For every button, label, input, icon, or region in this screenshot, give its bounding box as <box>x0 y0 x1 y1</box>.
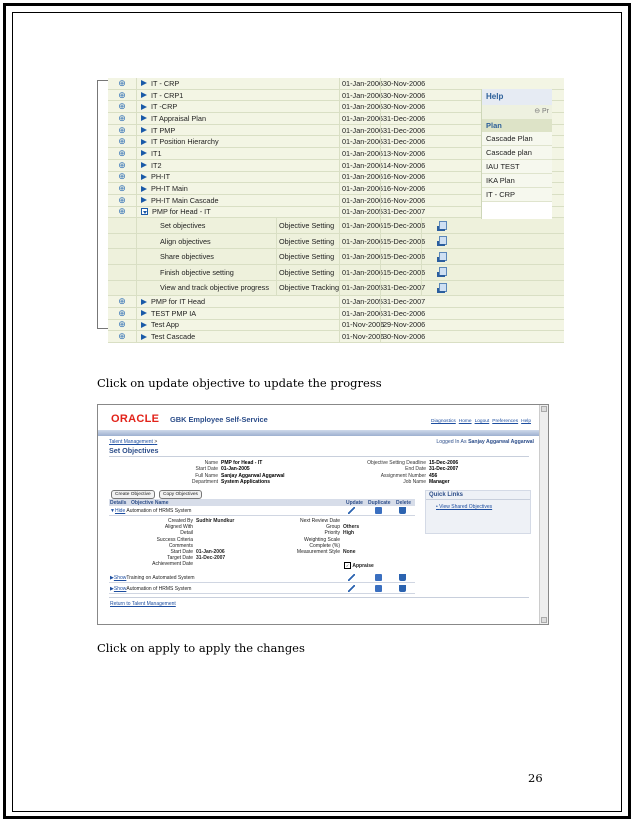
expand-triangle-icon[interactable] <box>141 104 147 110</box>
col-update: Update <box>346 500 363 506</box>
objective-name: Training on Automated System <box>126 575 195 581</box>
plan-name-cell[interactable] <box>137 331 296 342</box>
objective-name: Automation of HRMS System <box>126 586 192 592</box>
expand-cell <box>108 148 137 159</box>
end-date: 31-Dec-2006 <box>380 113 424 124</box>
expand-cell <box>108 113 137 124</box>
header-bar <box>98 430 539 436</box>
start-date: 01-Jan-2005 <box>339 207 383 218</box>
expand-cell <box>108 234 137 249</box>
detail-field <box>241 537 343 543</box>
delete-trash-icon[interactable] <box>399 574 406 581</box>
end-date: 16-Nov-2006 <box>380 183 424 194</box>
expand-triangle-icon[interactable] <box>141 186 147 192</box>
update-pencil-icon[interactable] <box>348 507 355 514</box>
view-shared-objectives-link[interactable]: • View Shared Objectives <box>436 504 493 510</box>
global-link-home[interactable]: Home <box>458 419 472 424</box>
start-date: 01-Jan-2006 <box>339 148 383 159</box>
detail-field <box>241 518 343 524</box>
oracle-logo: ORACLE <box>111 413 160 425</box>
detail-label: Measurement Style <box>296 549 340 555</box>
expand-cell <box>108 172 137 183</box>
set-objectives-screenshot <box>97 404 549 625</box>
start-date: 01-Jan-2006 <box>339 125 383 136</box>
detail-label: Priority <box>324 530 340 537</box>
appraise-label: Appraise <box>352 562 374 569</box>
update-task-icon[interactable] <box>437 236 447 246</box>
header-field <box>353 466 458 472</box>
header-field <box>168 479 270 485</box>
update-task-icon[interactable] <box>437 221 447 231</box>
plan-name-cell[interactable] <box>137 172 296 183</box>
expand-cell <box>108 331 137 342</box>
expand-cell <box>108 281 137 296</box>
footer-divider <box>109 597 529 598</box>
expand-cell <box>108 183 137 194</box>
focus-plus-icon[interactable]: ⊕ <box>118 171 126 182</box>
detail-label: Group <box>326 524 340 531</box>
detail-field <box>241 549 356 555</box>
global-links <box>428 419 531 424</box>
detail-label: Target Date <box>167 555 193 562</box>
caption-update-objective: Click on update objective to update the progress <box>97 376 382 390</box>
breadcrumb[interactable]: Talent Management > <box>109 439 158 445</box>
plan-row <box>108 308 564 320</box>
tracking-stage: Objective Setting <box>276 265 349 280</box>
expand-triangle-icon[interactable] <box>141 80 147 86</box>
help-plan-item[interactable]: IAU TEST <box>482 160 552 174</box>
expand-triangle-icon[interactable] <box>141 150 147 156</box>
detail-value: Others <box>343 524 360 531</box>
plan-name-cell[interactable] <box>137 78 296 89</box>
page-title: Set Objectives <box>109 446 159 455</box>
tracking-stage: Objective Tracking <box>276 281 349 296</box>
plan-name: PMP for Head - IT <box>152 207 211 217</box>
duplicate-icon[interactable] <box>375 585 382 592</box>
focus-plus-icon[interactable]: ⊕ <box>118 124 126 135</box>
expand-triangle-icon[interactable] <box>141 115 147 121</box>
plan-name: Finish objective setting <box>160 267 234 277</box>
update-task-icon[interactable] <box>437 283 447 293</box>
duplicate-icon[interactable] <box>375 574 382 581</box>
field-value: PMP for Head - IT <box>221 460 263 466</box>
plan-name-cell[interactable] <box>137 308 296 319</box>
detail-field <box>98 524 196 530</box>
plan-name: PH-IT Main <box>151 184 188 194</box>
expand-triangle-icon[interactable] <box>141 92 147 98</box>
end-date: 15-Dec-2006 <box>380 249 424 264</box>
plan-name-cell[interactable] <box>137 125 296 136</box>
expand-cell <box>108 195 137 206</box>
plan-name: IT -CRP <box>151 102 178 112</box>
detail-label: Start Date <box>170 549 193 555</box>
detail-field <box>241 524 359 530</box>
detail-field <box>98 549 225 555</box>
end-date: 15-Dec-2006 <box>380 218 424 233</box>
tracking-stage: Objective Setting <box>276 249 349 264</box>
app-header <box>98 405 539 430</box>
caption-apply-changes: Click on apply to apply the changes <box>97 641 305 655</box>
expand-cell <box>108 207 137 218</box>
plan-name-cell[interactable] <box>137 113 296 124</box>
focus-plus-icon[interactable]: ⊕ <box>118 147 126 158</box>
end-date: 31-Dec-2007 <box>380 296 424 307</box>
help-plan-header: Plan <box>482 119 552 132</box>
scroll-down-icon[interactable] <box>541 617 547 623</box>
plan-name: Test Cascade <box>151 332 196 342</box>
detail-field <box>98 537 196 543</box>
expand-icon[interactable]: ▶ <box>110 586 114 592</box>
start-date: 01-Jan-2006 <box>339 308 383 319</box>
detail-label: Achievement Date <box>152 561 193 568</box>
start-date: 01-Jan-2006 <box>339 195 383 206</box>
field-label: Objective Setting Deadline <box>367 460 426 466</box>
end-date: 31-Dec-2007 <box>380 281 424 296</box>
plan-name: IT Appraisal Plan <box>151 113 207 123</box>
start-date: 01-Jan-2006 <box>339 90 383 101</box>
end-date: 16-Nov-2006 <box>380 195 424 206</box>
plan-name-cell[interactable] <box>137 296 296 307</box>
plan-name: Test App <box>151 320 179 330</box>
detail-value: 01-Jan-2006 <box>196 549 225 555</box>
start-date: 01-Nov-2006 <box>339 320 383 331</box>
update-pencil-icon[interactable] <box>348 585 355 592</box>
expand-cell <box>108 101 137 112</box>
start-date: 01-Jan-2006 <box>339 234 383 249</box>
focus-plus-icon[interactable]: ⊕ <box>118 307 126 318</box>
global-link-logout[interactable]: Logout <box>474 419 490 424</box>
update-task-icon[interactable] <box>437 267 447 277</box>
end-date: 31-Dec-2007 <box>380 207 424 218</box>
expand-cell <box>108 249 137 264</box>
expand-cell <box>108 160 137 171</box>
update-task-icon[interactable] <box>437 252 447 262</box>
update-action-cell <box>421 249 462 264</box>
tracking-stage: Objective Setting <box>276 218 349 233</box>
end-date: 31-Dec-2006 <box>380 136 424 147</box>
start-date: 01-Jan-2006 <box>339 172 383 183</box>
expand-cell <box>108 265 137 280</box>
focus-plus-icon[interactable]: ⊕ <box>118 101 126 112</box>
objective-row <box>109 584 415 594</box>
start-date: 01-Jan-2005 <box>339 296 383 307</box>
focus-plus-icon[interactable]: ⊕ <box>118 319 126 330</box>
expand-cell <box>108 218 137 233</box>
detail-value: High <box>343 530 355 537</box>
plan-name: IT - CRP1 <box>151 90 184 100</box>
plan-name: IT - CRP <box>151 78 180 88</box>
expand-triangle-icon[interactable] <box>141 127 147 133</box>
focus-plus-icon[interactable]: ⊕ <box>118 296 126 307</box>
end-date: 13-Nov-2006 <box>380 148 424 159</box>
start-date: 01-Jan-2006 <box>339 136 383 147</box>
header-field <box>353 460 458 466</box>
end-date: 14-Nov-2006 <box>380 160 424 171</box>
field-label: Assignment Number <box>380 472 426 479</box>
field-value: 15-Dec-2006 <box>429 460 459 466</box>
expand-cell <box>108 308 137 319</box>
plan-row <box>108 296 564 308</box>
delete-trash-icon[interactable] <box>399 585 406 592</box>
detail-field <box>241 530 354 536</box>
start-date: 01-Jan-2006 <box>339 113 383 124</box>
header-field <box>168 473 285 479</box>
plan-name-cell[interactable] <box>137 207 296 218</box>
start-date: 01-Jan-2006 <box>339 78 383 89</box>
field-value: Sanjay Aggarwal Aggarwal <box>221 472 285 479</box>
delete-trash-icon[interactable] <box>399 507 406 514</box>
hide-link[interactable]: Hide <box>114 508 126 514</box>
end-date: 15-Dec-2006 <box>380 234 424 249</box>
global-link-help[interactable]: Help <box>521 419 531 424</box>
plan-name: PH-IT Main Cascade <box>151 195 219 205</box>
expand-triangle-icon[interactable] <box>141 162 147 168</box>
help-pr-link[interactable]: ⊖ Pr <box>482 105 552 119</box>
focus-plus-icon[interactable]: ⊕ <box>118 159 126 170</box>
plan-name: IT2 <box>151 160 162 170</box>
expand-triangle-icon[interactable] <box>141 310 147 316</box>
expand-icon[interactable]: ▶ <box>110 575 114 581</box>
start-date: 01-Jan-2006 <box>339 183 383 194</box>
logged-in-info: Logged In As Sanjay Aggarwal Aggarwal <box>436 439 534 445</box>
field-label: End Date <box>405 466 426 473</box>
show-link[interactable]: Show <box>113 575 127 581</box>
create-objective-button[interactable]: Create Objective <box>111 490 155 499</box>
objective-row <box>109 506 415 516</box>
tracking-stage: Objective Setting <box>276 234 349 249</box>
end-date: 30-Nov-2006 <box>380 101 424 112</box>
update-action-cell <box>421 281 462 296</box>
start-date: 01-Jan-2006 <box>339 218 383 233</box>
plan-name-cell[interactable] <box>137 148 296 159</box>
plan-name-cell[interactable] <box>137 195 296 206</box>
col-details: Details <box>110 500 127 506</box>
start-date: 01-Jan-2006 <box>339 160 383 171</box>
detail-value: None <box>343 549 356 555</box>
app-title: GBK Employee Self-Service <box>170 415 268 424</box>
help-panel <box>481 89 552 219</box>
detail-label: Aligned With <box>164 524 193 531</box>
plan-name-cell[interactable] <box>137 320 296 331</box>
expand-cell <box>108 125 137 136</box>
plan-name-cell[interactable] <box>137 136 296 147</box>
field-label: Full Name <box>195 472 218 479</box>
copy-objectives-button[interactable]: Copy Objectives <box>159 490 202 499</box>
plan-name: PH-IT <box>151 172 171 182</box>
show-link[interactable]: Show <box>113 586 127 592</box>
field-label: Department <box>191 478 218 485</box>
end-date: 30-Nov-2006 <box>380 331 424 342</box>
start-date: 01-Nov-2006 <box>339 331 383 342</box>
focus-plus-icon[interactable]: ⊕ <box>118 194 126 205</box>
global-link-preferences[interactable]: Preferences <box>492 419 519 424</box>
detail-field <box>98 543 196 549</box>
detail-label: Weighting Scale <box>303 536 340 543</box>
detail-label: Complete (%) <box>309 542 340 549</box>
objective-row <box>109 573 415 583</box>
field-value: 01-Jan-2005 <box>221 466 250 473</box>
field-value: 31-Dec-2007 <box>429 466 459 473</box>
header-field <box>353 479 450 485</box>
field-label: Job Name <box>403 478 426 485</box>
detail-field <box>98 530 196 536</box>
objective-step-row <box>108 281 564 297</box>
focus-plus-icon[interactable]: ⊕ <box>118 77 126 88</box>
plan-name-cell[interactable] <box>137 101 296 112</box>
end-date: 15-Dec-2006 <box>380 265 424 280</box>
detail-field <box>98 561 196 567</box>
end-date: 16-Nov-2006 <box>380 172 424 183</box>
update-action-cell <box>421 218 462 233</box>
start-date: 01-Jan-2006 <box>339 265 383 280</box>
detail-label: Next Review Date <box>299 518 340 524</box>
quick-links-panel <box>425 490 531 534</box>
detail-value: 31-Dec-2007 <box>196 555 226 562</box>
start-date: 01-Jan-2006 <box>339 101 383 112</box>
plan-name: IT Position Hierarchy <box>151 137 219 147</box>
detail-label: Created By <box>167 518 193 524</box>
plan-list-screenshot <box>97 77 551 342</box>
expand-cell <box>108 320 137 331</box>
help-plan-item[interactable]: IKA Plan <box>482 174 552 188</box>
expand-triangle-icon[interactable] <box>141 322 147 328</box>
title-divider <box>109 456 529 457</box>
collapse-icon[interactable]: ▼ <box>110 508 115 514</box>
field-value: 456 <box>429 472 438 479</box>
focus-plus-icon[interactable]: ⊕ <box>118 206 126 217</box>
header-field <box>168 466 250 472</box>
plan-name: View and track objective progress <box>160 283 269 293</box>
plan-name: IT PMP <box>151 125 176 135</box>
expand-cell <box>108 78 137 89</box>
field-value: Manager <box>429 478 450 485</box>
plan-name: Align objectives <box>160 236 211 246</box>
help-plan-item[interactable]: Cascade plan <box>482 146 552 160</box>
end-date: 31-Dec-2006 <box>380 125 424 136</box>
detail-label: Detail <box>180 530 193 537</box>
plan-name-cell[interactable] <box>137 160 296 171</box>
help-title: Help <box>482 89 552 105</box>
plan-name-cell[interactable] <box>137 183 296 194</box>
update-pencil-icon[interactable] <box>348 574 355 581</box>
header-field <box>168 460 262 466</box>
expand-triangle-icon[interactable] <box>141 197 147 203</box>
end-date: 30-Nov-2006 <box>380 78 424 89</box>
scrollbar[interactable] <box>539 405 548 624</box>
detail-value: Sudhir Mundkur <box>196 518 235 524</box>
col-objective-name: Objective Name <box>131 500 169 506</box>
quick-links-title: Quick Links <box>426 491 530 500</box>
duplicate-icon[interactable] <box>375 507 382 514</box>
end-date: 29-Nov-2006 <box>380 320 424 331</box>
plan-name-cell[interactable] <box>137 90 296 101</box>
objective-name: Automation of HRMS System <box>126 508 192 514</box>
update-action-cell <box>421 234 462 249</box>
expand-triangle-icon[interactable] <box>141 334 147 340</box>
help-plan-item[interactable]: IT - CRP <box>482 188 552 202</box>
expand-cell <box>108 90 137 101</box>
focus-plus-icon[interactable]: ⊕ <box>118 331 126 342</box>
help-plan-item[interactable]: Cascade Plan <box>482 132 552 146</box>
objective-step-row <box>108 249 564 265</box>
objectives-table-header <box>109 499 415 506</box>
col-duplicate: Duplicate <box>368 500 391 506</box>
plan-name: PMP for IT Head <box>151 297 206 307</box>
detail-field <box>98 555 225 561</box>
global-link-diagnostics[interactable]: Diagnostics <box>430 419 456 424</box>
appraise-checkbox[interactable]: ✓ Appraise <box>345 562 374 569</box>
objective-step-row <box>108 265 564 281</box>
start-date: 01-Jan-2005 <box>339 281 383 296</box>
expand-triangle-icon[interactable] <box>141 299 147 305</box>
col-delete: Delete <box>396 500 412 506</box>
header-field <box>353 473 437 479</box>
objective-step-row <box>108 218 564 234</box>
update-action-cell <box>421 265 462 280</box>
detail-label: Comments <box>168 542 193 549</box>
plan-row <box>108 78 564 90</box>
detail-label: Success Criteria <box>156 536 193 543</box>
expand-triangle-icon[interactable] <box>141 139 147 145</box>
plan-name: Set objectives <box>160 221 206 231</box>
detail-field <box>241 543 343 549</box>
end-date: 31-Dec-2006 <box>380 308 424 319</box>
field-value: System Applications <box>221 478 270 485</box>
plan-name: IT1 <box>151 148 162 158</box>
focus-plus-icon[interactable]: ⊕ <box>118 136 126 147</box>
scroll-up-icon[interactable] <box>541 406 547 412</box>
focus-plus-icon[interactable]: ⊕ <box>118 183 126 194</box>
end-date: 30-Nov-2006 <box>380 90 424 101</box>
plan-name: TEST PMP IA <box>151 308 197 318</box>
start-date: 01-Jan-2006 <box>339 249 383 264</box>
plan-row <box>108 331 564 343</box>
objective-step-row <box>108 234 564 250</box>
expand-cell <box>108 296 137 307</box>
focus-plus-icon[interactable]: ⊕ <box>118 112 126 123</box>
collapse-triangle-icon[interactable] <box>141 208 148 215</box>
plan-row <box>108 320 564 332</box>
plan-name: Share objectives <box>160 252 214 262</box>
focus-plus-icon[interactable]: ⊕ <box>118 89 126 100</box>
field-label: Start Date <box>195 466 218 473</box>
expand-triangle-icon[interactable] <box>141 174 147 180</box>
page-number: 26 <box>528 771 543 785</box>
return-link[interactable]: Return to Talent Management <box>110 601 176 607</box>
field-label: Name <box>204 460 218 466</box>
expand-cell <box>108 136 137 147</box>
detail-field <box>98 518 234 524</box>
